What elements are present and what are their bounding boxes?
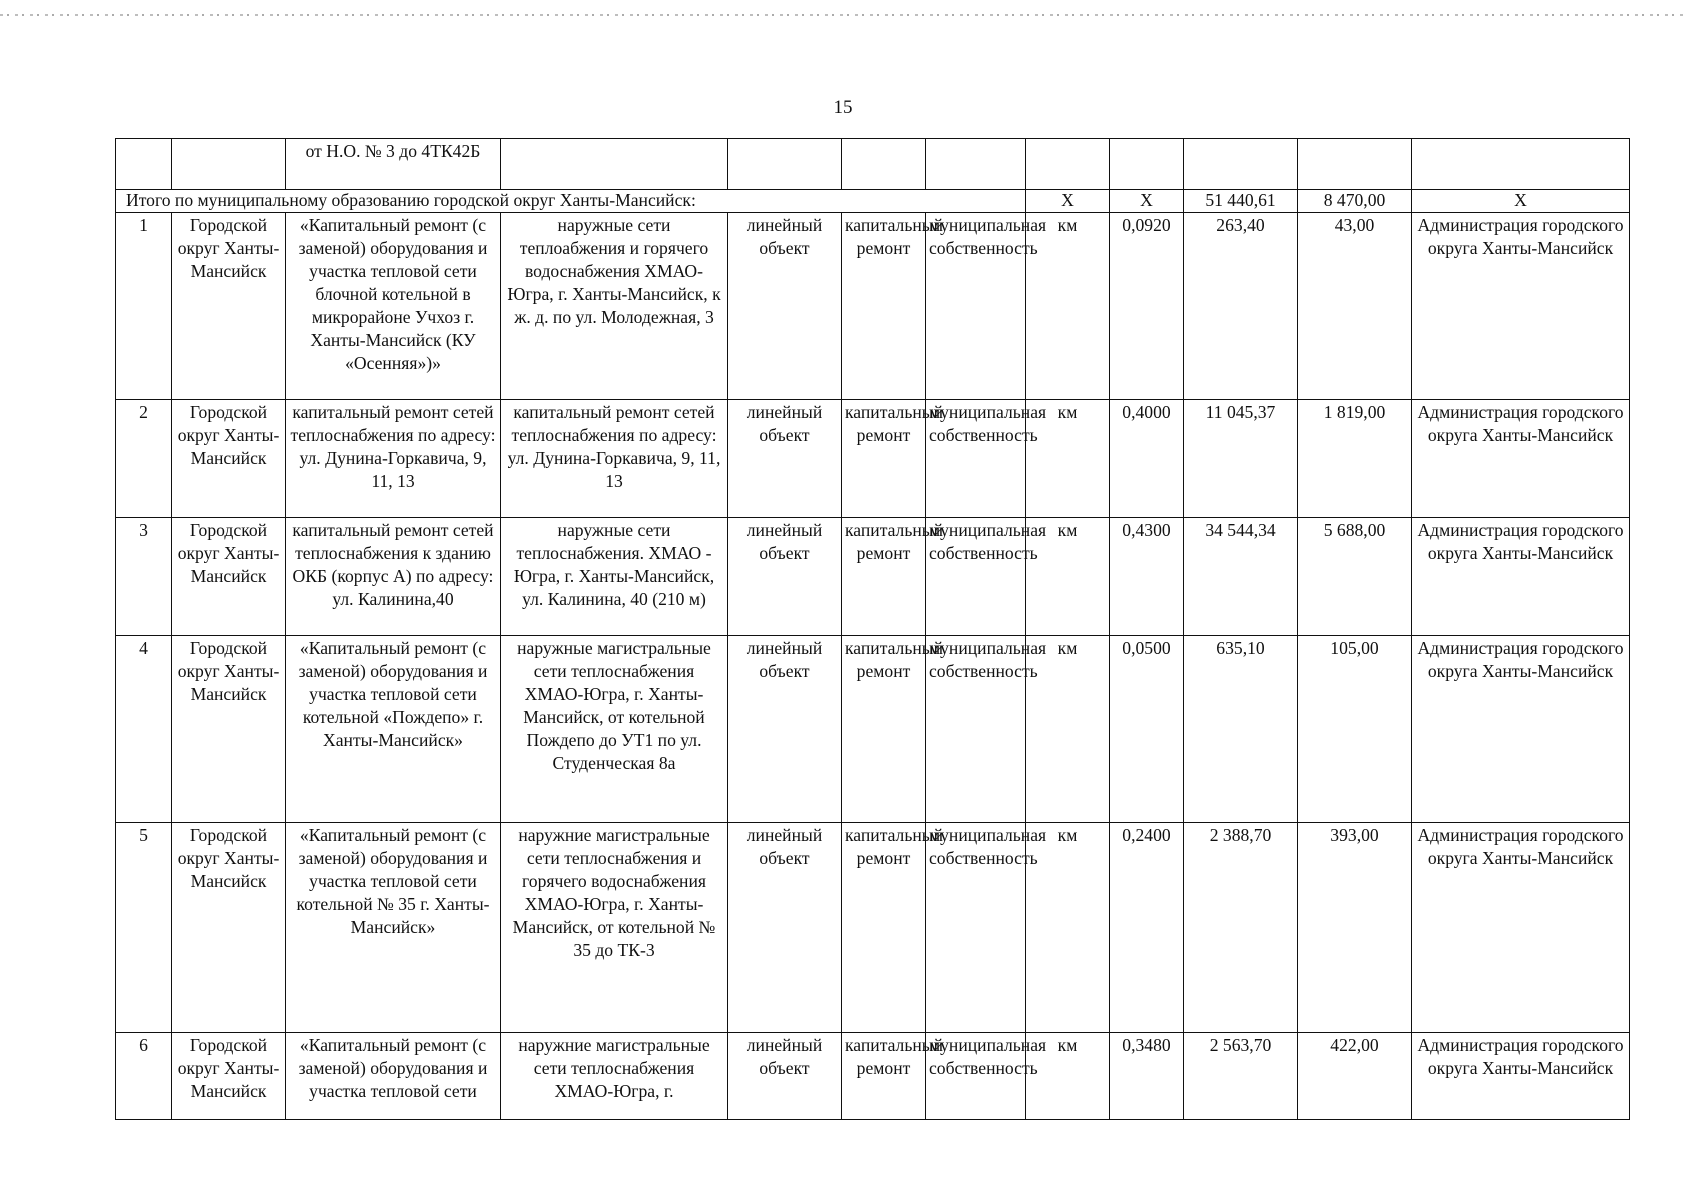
municipality-cell: Городской округ Ханты-Мансийск xyxy=(172,400,286,518)
table-row xyxy=(116,636,1630,823)
location-cell: наружные сети теплоабжения и горячего водоснабжения ХМАО-Югра, г. Ханты-Мансийск, к ж. д. по ул. Молодежная, 3 xyxy=(501,213,728,400)
amount-cell: 105,00 xyxy=(1298,636,1412,823)
table-row xyxy=(116,213,1630,400)
total-unit: Х xyxy=(1026,190,1110,213)
total-label: Итого по муниципальному образованию городской округ Ханты-Мансийск: xyxy=(116,190,1026,213)
cost-cell: 2 388,70 xyxy=(1184,823,1298,1033)
amount-cell: 422,00 xyxy=(1298,1033,1412,1120)
location-cell: наружние магистральные сети теплоснабжения и горячего водоснабжения ХМАО-Югра, г. Ханты-Мансийск, от котельной № 35 до ТК-3 xyxy=(501,823,728,1033)
total-responsible: Х xyxy=(1412,190,1630,213)
total-row xyxy=(116,190,1630,213)
unit-cell: км xyxy=(1026,400,1110,518)
location-cell: наружные магистральные сети теплоснабжения ХМАО-Югра, г. Ханты-Мансийск, от котельной Пождепо до УТ1 по ул. Студенческая 8а xyxy=(501,636,728,823)
work-type-cell: капитальный ремонт xyxy=(842,636,926,823)
object-name-cell: «Капитальный ремонт (с заменой) оборудования и участка тепловой сети блочной котельной в микрорайоне Учхоз г. Ханты-Мансийск (КУ «Осенняя»)» xyxy=(286,213,501,400)
object-type-cell: линейный объект xyxy=(728,518,842,636)
municipality-cell: Городской округ Ханты-Мансийск xyxy=(172,518,286,636)
unit-cell: км xyxy=(1026,213,1110,400)
responsible-cell: Администрация городского округа Ханты-Мансийск xyxy=(1412,1033,1630,1120)
work-type-cell: капитальный ремонт xyxy=(842,213,926,400)
total-cost: 51 440,61 xyxy=(1184,190,1298,213)
row-number: 4 xyxy=(116,636,172,823)
object-name-cell: «Капитальный ремонт (с заменой) оборудования и участка тепловой сети котельной «Пождепо» г. Ханты-Мансийск» xyxy=(286,636,501,823)
object-name-cell: от Н.О. № 3 до 4ТК42Б xyxy=(286,139,501,190)
table-row xyxy=(116,518,1630,636)
unit-cell: км xyxy=(1026,636,1110,823)
municipality-cell: Городской округ Ханты-Мансийск xyxy=(172,1033,286,1120)
row-number: 2 xyxy=(116,400,172,518)
work-type-cell: капитальный ремонт xyxy=(842,400,926,518)
responsible-cell: Администрация городского округа Ханты-Мансийск xyxy=(1412,518,1630,636)
table-row xyxy=(116,400,1630,518)
quantity-cell: 0,4000 xyxy=(1110,400,1184,518)
amount-cell: 5 688,00 xyxy=(1298,518,1412,636)
ownership-cell: муниципальная собственность xyxy=(926,213,1026,400)
responsible-cell: Администрация городского округа Ханты-Мансийск xyxy=(1412,823,1630,1033)
object-type-cell: линейный объект xyxy=(728,1033,842,1120)
row-number: 1 xyxy=(116,213,172,400)
object-type-cell: линейный объект xyxy=(728,636,842,823)
cost-cell: 263,40 xyxy=(1184,213,1298,400)
municipality-cell: Городской округ Ханты-Мансийск xyxy=(172,636,286,823)
responsible-cell: Администрация городского округа Ханты-Мансийск xyxy=(1412,213,1630,400)
location-cell: наружние магистральные сети теплоснабжения ХМАО-Югра, г. xyxy=(501,1033,728,1120)
quantity-cell: 0,4300 xyxy=(1110,518,1184,636)
responsible-cell: Администрация городского округа Ханты-Мансийск xyxy=(1412,400,1630,518)
row-number: 3 xyxy=(116,518,172,636)
object-name-cell: капитальный ремонт сетей теплоснабжения к зданию ОКБ (корпус А) по адресу: ул. Калинина,40 xyxy=(286,518,501,636)
total-quantity: Х xyxy=(1110,190,1184,213)
unit-cell: км xyxy=(1026,823,1110,1033)
object-name-cell: капитальный ремонт сетей теплоснабжения по адресу: ул. Дунина-Горкавича, 9, 11, 13 xyxy=(286,400,501,518)
work-type-cell: капитальный ремонт xyxy=(842,518,926,636)
ownership-cell: муниципальная собственность xyxy=(926,518,1026,636)
scan-edge-noise xyxy=(0,14,1686,16)
row-number: 5 xyxy=(116,823,172,1033)
ownership-cell: муниципальная собственность xyxy=(926,1033,1026,1120)
capital-repair-table xyxy=(115,138,1630,1120)
responsible-cell: Администрация городского округа Ханты-Мансийск xyxy=(1412,636,1630,823)
municipality-cell: Городской округ Ханты-Мансийск xyxy=(172,213,286,400)
ownership-cell: муниципальная собственность xyxy=(926,400,1026,518)
object-name-cell: «Капитальный ремонт (с заменой) оборудования и участка тепловой сети xyxy=(286,1033,501,1120)
page-number: 15 xyxy=(833,97,853,118)
work-type-cell: капитальный ремонт xyxy=(842,823,926,1033)
amount-cell: 43,00 xyxy=(1298,213,1412,400)
amount-cell: 1 819,00 xyxy=(1298,400,1412,518)
quantity-cell: 0,3480 xyxy=(1110,1033,1184,1120)
object-type-cell: линейный объект xyxy=(728,400,842,518)
table-row xyxy=(116,1033,1630,1120)
unit-cell: км xyxy=(1026,1033,1110,1120)
ownership-cell: муниципальная собственность xyxy=(926,636,1026,823)
table-row xyxy=(116,823,1630,1033)
work-type-cell: капитальный ремонт xyxy=(842,1033,926,1120)
cost-cell: 2 563,70 xyxy=(1184,1033,1298,1120)
unit-cell: км xyxy=(1026,518,1110,636)
object-name-cell: «Капитальный ремонт (с заменой) оборудования и участка тепловой сети котельной № 35 г. Ханты-Мансийск» xyxy=(286,823,501,1033)
continuation-row xyxy=(116,139,1630,190)
object-type-cell: линейный объект xyxy=(728,213,842,400)
quantity-cell: 0,0500 xyxy=(1110,636,1184,823)
location-cell: капитальный ремонт сетей теплоснабжения по адресу: ул. Дунина-Горкавича, 9, 11, 13 xyxy=(501,400,728,518)
quantity-cell: 0,0920 xyxy=(1110,213,1184,400)
total-amount: 8 470,00 xyxy=(1298,190,1412,213)
location-cell: наружные сети теплоснабжения. ХМАО - Югра, г. Ханты-Мансийск, ул. Калинина, 40 (210 м) xyxy=(501,518,728,636)
amount-cell: 393,00 xyxy=(1298,823,1412,1033)
object-type-cell: линейный объект xyxy=(728,823,842,1033)
ownership-cell: муниципальная собственность xyxy=(926,823,1026,1033)
cost-cell: 11 045,37 xyxy=(1184,400,1298,518)
cost-cell: 34 544,34 xyxy=(1184,518,1298,636)
quantity-cell: 0,2400 xyxy=(1110,823,1184,1033)
municipality-cell: Городской округ Ханты-Мансийск xyxy=(172,823,286,1033)
row-number: 6 xyxy=(116,1033,172,1120)
cost-cell: 635,10 xyxy=(1184,636,1298,823)
